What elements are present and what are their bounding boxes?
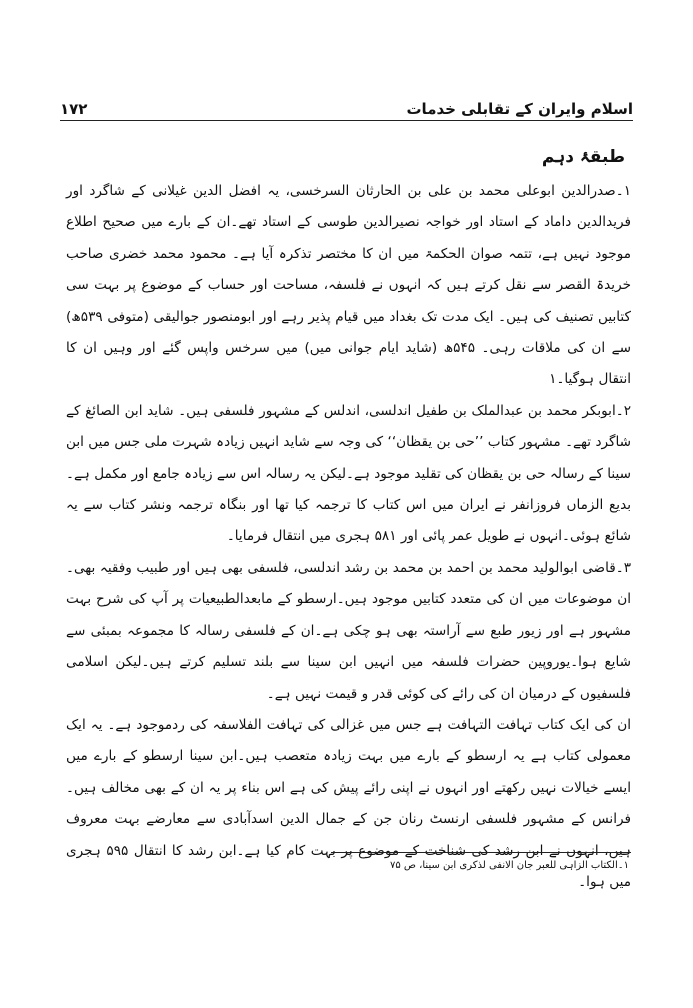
body-text — [66, 176, 631, 898]
paragraph-3: ۳۔قاضی ابوالولید محمد بن احمد بن محمد بن رشد اندلسی، فلسفی بھی ہیں اور طبیب وفقیہ بھی۔ان موضوعات میں ان کی متعدد کتابیں موجود ہیں۔ارسطو کے مابعدالطبیعیات پر آپ کی شرح بہت مشہور ہے اور زیور طبع سے آراستہ بھی ہو چکی ہے۔ان کے فلسفی رسالہ کا مجموعہ بمبئی سے شایع ہوا۔یوروپین حضرات فلسفہ میں انہیں ابن سینا سے بلند تسلیم کرتے ہیں۔لیکن اسلامی فلسفیوں کے درمیان ان کی رائے کی کوئی قدر و قیمت نہیں ہے۔ — [66, 559, 631, 702]
footnote-divider — [331, 852, 631, 853]
paragraph-4: ان کی ایک کتاب تہافت التہافت ہے جس میں غزالی کی تہافت الفلاسفہ کی ردموجود ہے۔ یہ ایک معمولی کتاب ہے یہ ارسطو کے بارے میں بہت زیادہ متعصب ہیں۔ابن سینا ارسطو کے بارے میں ایسے خیالات نہیں رکھتے اور انہوں نے اپنی رائے پیش کی ہے اس بناء پر یہ ان کے بھی مخالف ہیں۔فرانس کے مشہور فلسفی ارنسٹ رنان جن کے جمال الدین اسدآبادی سے معارضے بہت معروف ہیں، انہوں نے ابن رشد کی شناخت کے موضوع پر بہت کام کیا ہے۔ابن رشد کا انتقال ۵۹۵ ہجری میں ہوا۔ — [66, 716, 631, 890]
footnote: ۱۔الکتاب الزاہی للعبر جان الانفی لذکری ابن سینا، ص ۷۵ — [389, 860, 629, 871]
paragraph-1: ۱۔صدرالدین ابوعلی محمد بن علی بن الحارثان السرخسی، یہ افضل الدین غیلانی کے شاگرد اور فریدالدین داماد کے استاد اور خواجہ نصیرالدین طوسی کے استاد تھے۔ان کے بارے میں صحیح اطلاع موجود نہیں ہے، تتمہ صوان الحکمۃ میں ان کا مختصر تذکرہ آیا ہے۔ محمود محمد خضری صاحب خریدۃ القصر سے نقل کرتے ہیں کہ انہوں نے فلسفہ، مساحت اور حساب کے موضوع پر بہت سی کتابیں تصنیف کی ہیں۔ ایک مدت تک بغداد میں قیام پذیر رہے اور ابومنصور جوالیقی (متوفی ۵۳۹ھ) سے ان کی ملاقات رہی۔ ۵۴۵ھ (شاید ایام جوانی میں) میں سرخس واپس گئے اور وہیں ان کا انتقال ہوگیا۔۱ — [66, 183, 631, 388]
paragraph-2: ۲۔ابوبکر محمد بن عبدالملک بن طفیل اندلسی، اندلس کے مشہور فلسفی ہیں۔ شاید ابن الصائغ کے شاگرد تھے۔ مشہور کتاب ’’حی بن یقظان‘‘ کی وجہ سے شاید انہیں زیادہ شہرت ملی جس میں ابن سینا کے رسالہ حی بن یقظان کی تقلید موجود ہے۔لیکن یہ رسالہ اس سے زیادہ جامع اور مکمل ہے۔ بدیع الزماں فروزانفر نے ایران میں اس کتاب کا ترجمہ کیا تھا اور بنگاہ ترجمہ ونشر کتاب سے یہ شائع ہوئی۔انہوں نے طویل عمر پائی اور ۵۸۱ ہجری میں انتقال فرمایا۔ — [66, 402, 631, 545]
section-heading: طبقۂ دہم — [541, 147, 625, 167]
running-title: اسلام وایران کے تقابلی خدمات — [406, 100, 633, 118]
page-number: ۱۷۲ — [60, 100, 88, 118]
header-divider — [60, 120, 633, 121]
running-header — [60, 92, 633, 118]
